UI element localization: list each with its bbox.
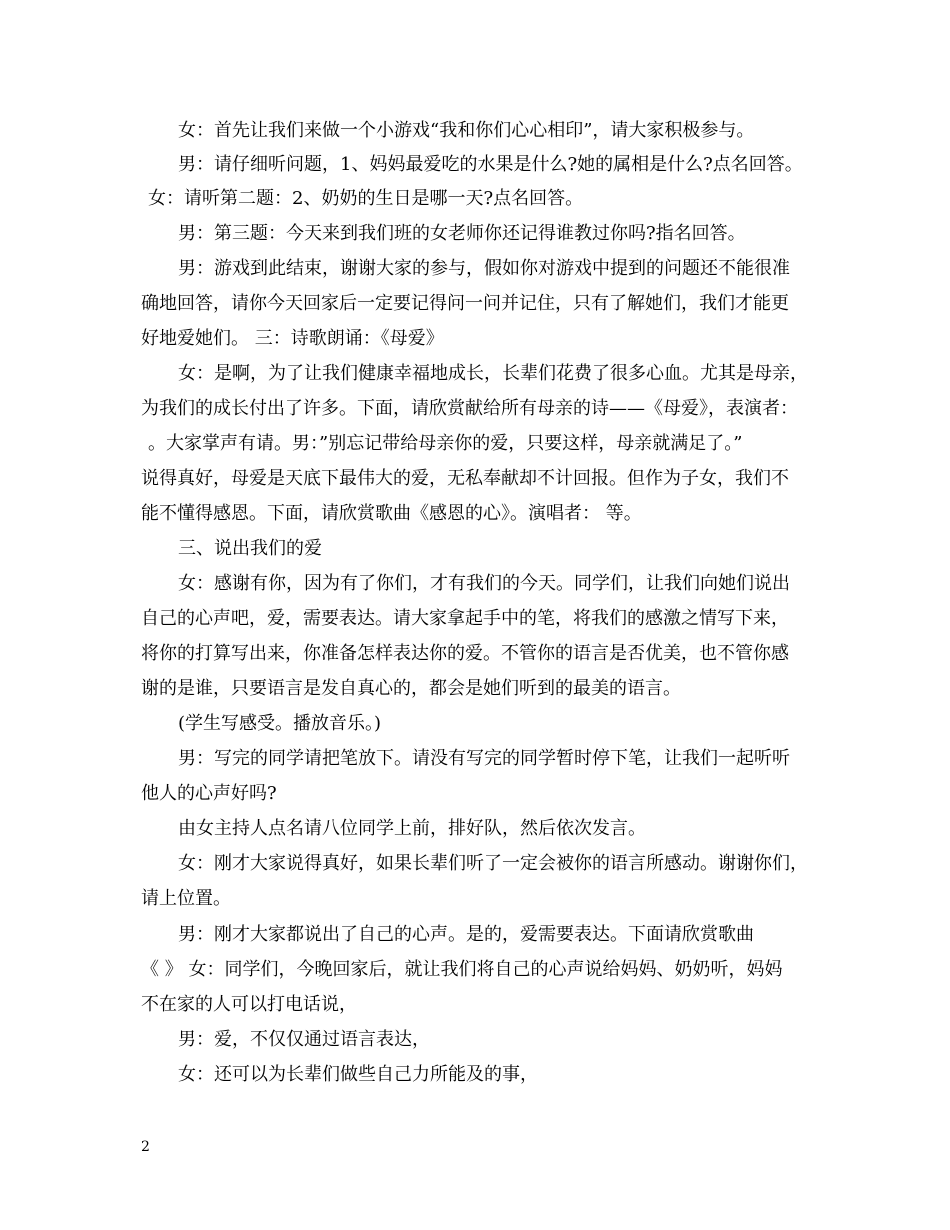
text-line: 将你的打算写出来，你准备怎样表达你的爱。不管你的语言是否优美，也不管你感 — [141, 643, 789, 664]
text-line: 他人的心声好吗? — [141, 783, 277, 804]
section-heading: 三、说出我们的爱 — [178, 538, 322, 559]
text-line: 说得真好，母爱是天底下最伟大的爱，无私奉献却不计回报。但作为子女，我们不 — [141, 468, 789, 489]
text-line: 女：感谢有你，因为有了你们，才有我们的今天。同学们，让我们向她们说出 — [178, 573, 790, 594]
text-line: 男：写完的同学请把笔放下。请没有写完的同学暂时停下笔，让我们一起听听 — [178, 748, 790, 769]
text-line: (学生写感受。播放音乐。) — [178, 713, 382, 734]
text-line: 男：爱，不仅仅通过语言表达， — [178, 1029, 430, 1050]
text-line: 《 》 女：同学们，今晚回家后，就让我们将自己的心声说给妈妈、奶奶听，妈妈 — [141, 959, 783, 980]
text-line: 由女主持人点名请八位同学上前，排好队，然后依次发言。 — [178, 818, 646, 839]
text-line: 能不懂得感恩。下面，请欣赏歌曲《感恩的心》。演唱者： 等。 — [141, 503, 642, 524]
page-number: 2 — [141, 1139, 150, 1155]
text-line: 确地回答，请你今天回家后一定要记得问一问并记住，只有了解她们，我们才能更 — [141, 293, 789, 314]
text-line: 谢的是谁，只要语言是发自真心的，都会是她们听到的最美的语言。 — [141, 678, 681, 699]
text-line: 女：是啊，为了让我们健康幸福地成长，长辈们花费了很多心血。尤其是母亲， — [178, 363, 808, 384]
text-line: 好地爱她们。 三：诗歌朗诵：《母爱》 — [141, 328, 444, 349]
text-line: 女：刚才大家说得真好，如果长辈们听了一定会被你的语言所感动。谢谢你们， — [178, 853, 808, 874]
text-line: 。大家掌声有请。男：”别忘记带给母亲你的爱，只要这样，母亲就满足了。” — [148, 433, 743, 454]
text-line: 男：请仔细听问题，1、妈妈最爱吃的水果是什么?她的属相是什么?点名回答。 — [178, 154, 803, 175]
text-line: 女：请听第二题：2、奶奶的生日是哪一天?点名回答。 — [148, 188, 584, 209]
text-line: 男：刚才大家都说出了自己的心声。是的，爱需要表达。下面请欣赏歌曲 — [178, 924, 754, 945]
text-line: 女：还可以为长辈们做些自己力所能及的事， — [178, 1064, 538, 1085]
text-line: 为我们的成长付出了许多。下面，请欣赏献给所有母亲的诗——《母爱》，表演者： — [141, 398, 798, 419]
text-line: 男：游戏到此结束，谢谢大家的参与，假如你对游戏中提到的问题还不能很准 — [178, 258, 790, 279]
text-line: 男：第三题：今天来到我们班的女老师你还记得谁教过你吗?指名回答。 — [178, 223, 746, 244]
text-line: 女：首先让我们来做一个小游戏“我和你们心心相印”，请大家积极参与。 — [178, 120, 755, 141]
text-line: 不在家的人可以打电话说， — [141, 994, 357, 1015]
text-line: 自己的心声吧，爱，需要表达。请大家拿起手中的笔，将我们的感激之情写下来， — [141, 608, 789, 629]
text-line: 请上位置。 — [141, 888, 231, 909]
